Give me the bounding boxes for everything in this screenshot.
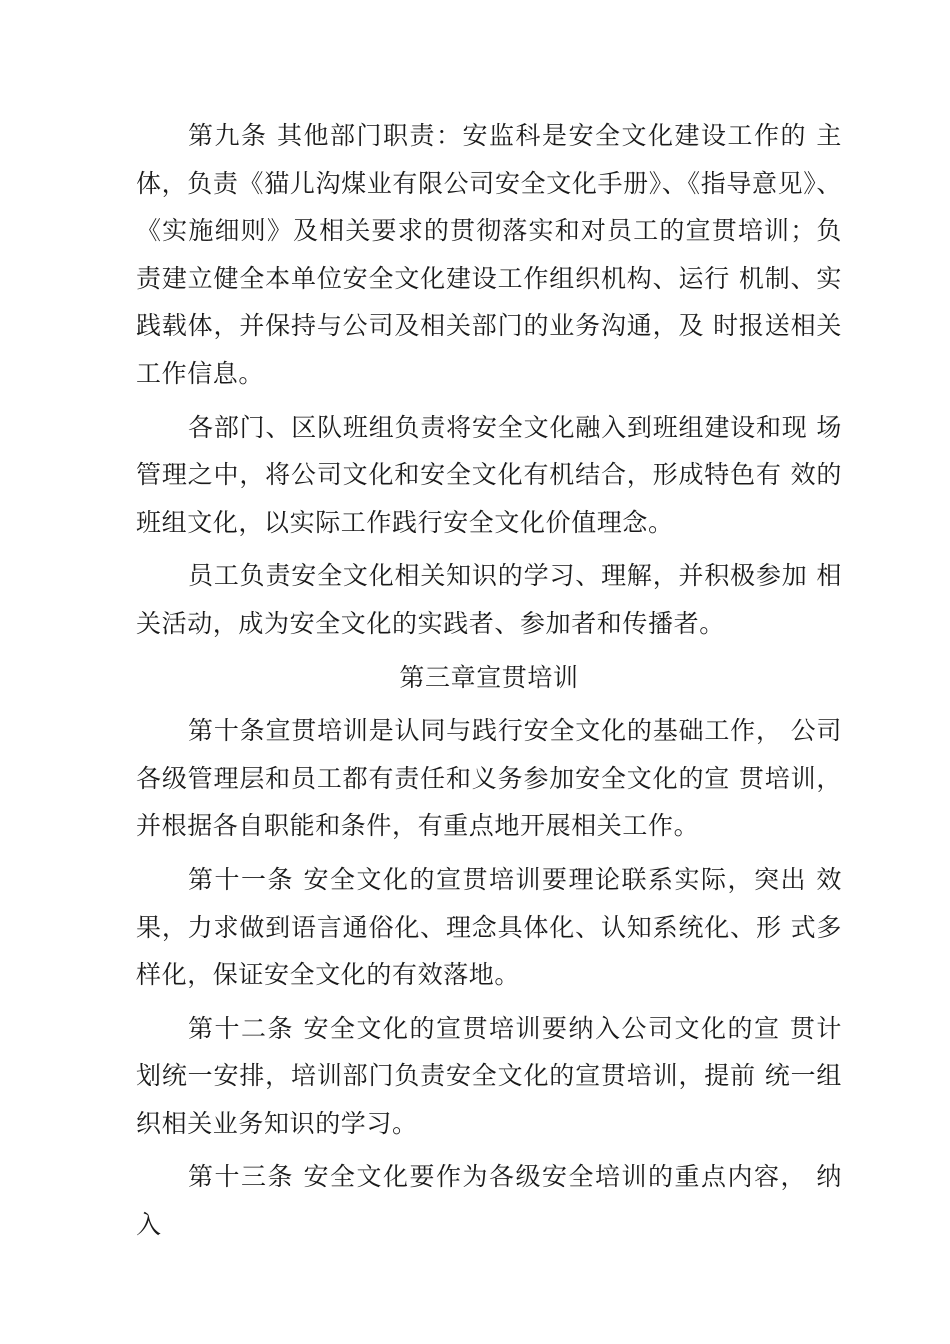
document-body: [136, 112, 842, 1255]
article-11-paragraph: 第十一条 安全文化的宣贯培训要理论联系实际，突出 效果，力求做到语言通俗化、理念具体化、认知系统化、形 式多样化，保证安全文化的有效落地。: [136, 864, 842, 990]
chapter-heading: 第三章宣贯培训: [399, 662, 579, 692]
employees-paragraph: 员工负责安全文化相关知识的学习、理解，并积极参加 相关活动，成为安全文化的实践者、参加者和传播者。: [136, 561, 842, 638]
article-13-paragraph: 第十三条 安全文化要作为各级安全培训的重点内容， 纳入: [136, 1162, 842, 1240]
article-10-paragraph: 第十条宣贯培训是认同与践行安全文化的基础工作， 公司各级管理层和员工都有责任和义务参加安全文化的宣 贯培训，并根据各自职能和条件，有重点地开展相关工作。: [136, 716, 842, 841]
departments-paragraph: 各部门、区队班组负责将安全文化融入到班组建设和现 场管理之中，将公司文化和安全文化有机结合，形成特色有 效的班组文化，以实际工作践行安全文化价值理念。: [136, 412, 842, 537]
article-9-paragraph: 第九条 其他部门职责：安监科是安全文化建设工作的 主体，负责《猫儿沟煤业有限公司安全文化手册》、《指导意见》、《实施细则》及相关要求的贯彻落实和对员工的宣贯培训；负责建立健全本单位安全文化建设工作组织机构、运行 机制、实践载体，并保持与公司及相关部门的业务沟通，及 时报送相关工作信息。: [136, 121, 842, 388]
article-12-paragraph: 第十二条 安全文化的宣贯培训要纳入公司文化的宣 贯计划统一安排，培训部门负责安全文化的宣贯培训，提前 统一组织相关业务知识的学习。: [136, 1013, 842, 1138]
